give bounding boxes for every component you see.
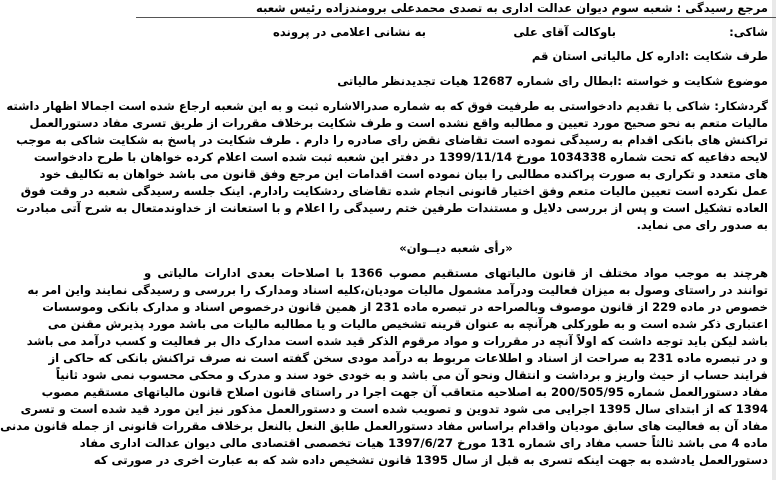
scan-edge-shadow — [772, 0, 776, 480]
procedure-line-3: تراکنش های بانکی اقدام به رسیدگی نموده است تقاضای نقض رای صادره را دارم . طرف شکایت در پاسخ به شکایت شاکی به موجب — [16, 133, 768, 147]
ruling-line-10: مفاد آن به فعالیت های سابق مودیان واقدام براساس مفاد دستورالعمل طابق النعل بالنعل برخلاف مقررات قانونی از جمله قانون مدنی — [0, 419, 768, 433]
ruling-line-8: مفاد دستورالعمل شماره 200/505/95 به اصلاحیه متعاقب آن جهت اجرا در راستای قانون اصلاح قانون مالیاتهای مستقیم مصوب — [41, 385, 768, 399]
ruling-line-2: توانند در راستای وصول به میزان فعالیت ودرآمد مشمول مالیات مودیان،کلیه اسناد ومدارک را بررسی و رسیدگی نمایند واین امر به — [27, 283, 768, 297]
procedure-line-4: لایحه دفاعیه که تحت شماره 1034338 مورخ 1399/11/14 در دفتر این شعبه ثبت شده است اعلام کرده خواهان با طرح دادخواست — [33, 150, 768, 164]
ruling-line-6: و در تبصره ماده 231 به صراحت از اسناد و اطلاعات مربوط به درآمد مودی سخن گفته است نه صرف تراکنش بانکی که حاکی از — [48, 351, 768, 365]
defendant-line: طرف شکایت :اداره کل مالیاتی استان قم — [531, 49, 768, 63]
procedure-line-8: به صدور رای می نماید. — [636, 218, 768, 232]
ruling-line-9: 1394 که از ابتدای سال 1395 اجرایی می شود تدوین و تصویب شده است و دستورالعمل مذکور نیز این مورد قید شده است و تسری — [20, 402, 768, 416]
complainant-lawyer: باوکالت آقای علی — [513, 25, 616, 39]
procedure-line-7: العاده تشکیل است و پس از بررسی دلایل و مستندات طرفین ختم رسیدگی را اعلام و با استعانت از خداوندمتعال به شرح آتی مبادرت — [16, 201, 768, 215]
procedure-line-1: گردشکار: شاکی با تقدیم دادخواستی به طرفیت فوق که به شماره صدرالاشاره ثبت و به این شعبه ارجاع شده است اجمالا اظهار داشته — [6, 99, 768, 113]
ruling-line-4: اعتباری ذکر شده است و به طورکلی هرآنچه به عنوان قرینه تشخیص مالیات و یا مطالبه مالیات می باشد مورد پذیرش مقنن می — [47, 317, 768, 331]
ruling-line-3: خصوص در ماده 229 از قانون موصوف وبالصراحه در تبصره ماده 231 از همین قانون درخصوص اسناد و مدارک بانکی وموسسات — [42, 300, 768, 314]
ruling-line-5: باشد لیکن باید توجه داشت که اولاً آنچه در مقررات و مواد مرقوم الذکر قید شده است مدارک دال بر فعالیت و کسب درآمد می باشد — [26, 334, 768, 348]
complainant-address: به نشانی اعلامی در پرونده — [272, 25, 426, 39]
complaint-subject: موضوع شکایت و خواسته :ابطال رای شماره 12687 هیات تجدیدنظر مالیاتی — [337, 74, 768, 88]
complainant-label: شاکی: — [729, 25, 768, 39]
procedure-line-6: عمل نکرده است تعیین مالیات متعم وفق اختیار قانونی انجام شده تقاضای ردشکایت رادارم. اینک جلسه رسیدگی شعبه در وقت فوق — [20, 184, 768, 198]
procedure-line-5: های متعدد و تکراری به صورت پراکنده مطالبی را بیان نموده است اقدامات این مرجع وفق قانون می باشد خواهان به تکالیف خود — [39, 167, 768, 181]
ruling-line-1: هرچند به موجب مواد مختلف از قانون مالیاتهای مستقیم مصوب 1366 با اصلاحات بعدی ادارات مالیاتی و — [144, 266, 768, 280]
ruling-line-7: فرایند حساب از حیث واریز و برداشت و انتقال ونحو آن می باشد و به خودی خود سند و مدرک و محکی محسوب نمی شود ثانیاً — [55, 368, 768, 382]
court-branch-header: مرجع رسیدگی : شعبه سوم دیوان عدالت اداری به تصدی محمدعلی برومندزاده رئیس شعبه — [255, 1, 768, 15]
ruling-line-11: ماده 4 می باشد ثالثاً حسب مفاد رای شماره 131 مورخ 1397/6/27 هیات تخصصی اقتصادی مالی دیوان عدالت اداری مفاد — [79, 436, 768, 450]
header-divider — [136, 17, 776, 18]
procedure-line-2: مالیات متعم به نحو صحیح مورد تعیین و مطالبه واقع نشده است و طرف شکایت برخلاف مقررات از طریق تسری مفاد دستورالعمل — [29, 116, 768, 130]
ruling-title: «رأی شعبه دیــوان» — [399, 241, 513, 255]
ruling-line-12: دستورالعمل یادشده به جهت اینکه تسری به قبل از سال 1395 قانون تشخیص داده شد که به عبارت اخری در صورتی که — [93, 453, 768, 467]
